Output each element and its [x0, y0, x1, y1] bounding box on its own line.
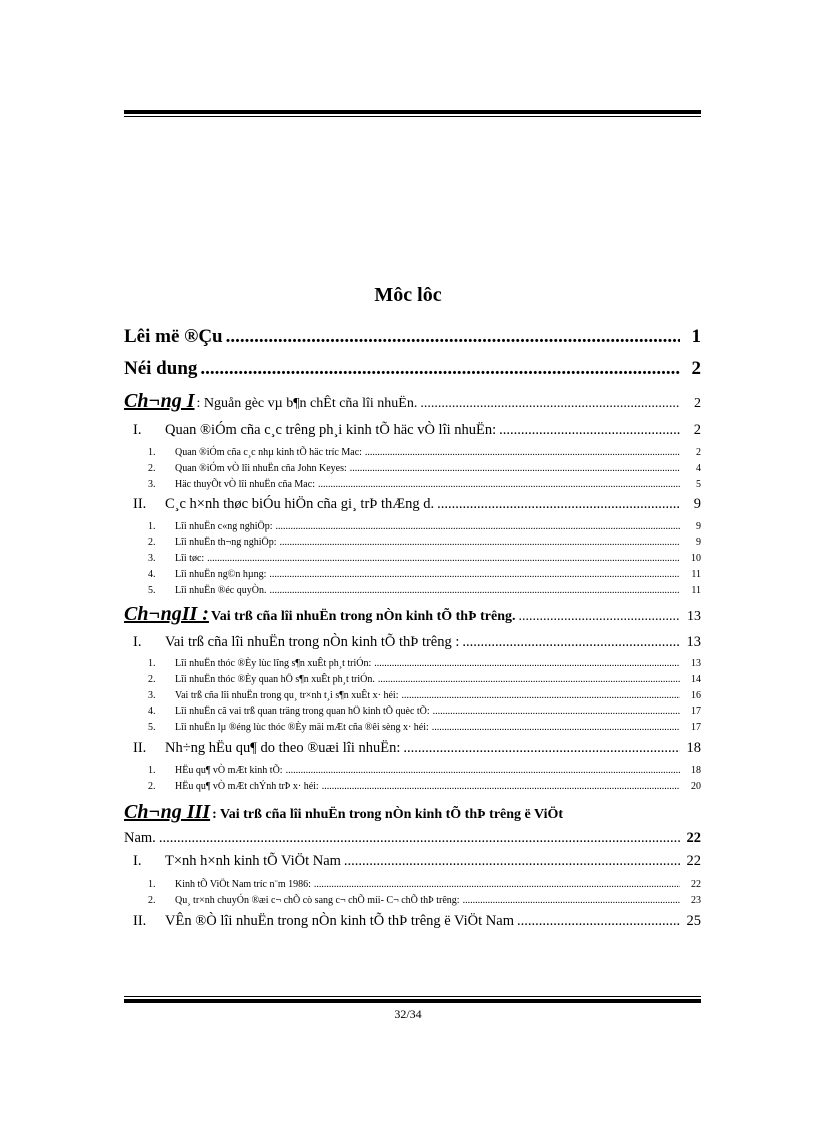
bottom-rule [124, 996, 701, 1003]
toc-section[interactable]: I. T×nh h×nh kinh tÕ ViÖt Nam ..... 22 [133, 853, 701, 870]
toc-item[interactable]: 1. Kinh tÕ ViÖt Nam tríc n¨m 1986: ..... 22 [148, 879, 701, 890]
toc-section[interactable]: II. VÊn ®Ò lîi nhuËn trong nÒn kinh tÕ thÞ trêng ë ViÖt Nam ..... 25 [133, 913, 701, 930]
top-rule [124, 110, 701, 117]
toc-item[interactable]: 2. Lîi nhuËn thóc ®Èy quan hÖ s¶n xuÊt ph¸t triÓn. ..... 14 [148, 674, 701, 685]
toc-section[interactable]: I. Vai trß cña lîi nhuËn trong nÒn kinh tÕ thÞ trêng : ..... 13 [133, 634, 701, 651]
toc-chapter-2[interactable]: Ch¬ngII : Vai trß cña lîi nhuËn trong nÒn kinh tÕ thÞ trêng. ..... 13 [124, 603, 701, 626]
toc-item[interactable]: 3. Lîi tøc: ..... 10 [148, 553, 701, 564]
toc-entry-content[interactable]: Néi dung ..... 2 [124, 358, 701, 380]
toc-item[interactable]: 4. Lîi nhuËn cã vai trß quan träng trong quan hÖ kinh tÕ quèc tÕ: ..... 17 [148, 706, 701, 717]
toc-entry-intro[interactable]: Lêi më ®Çu ..... 1 [124, 326, 701, 348]
toc-item[interactable]: 4. Lîi nhuËn ng©n hµng: ..... 11 [148, 569, 701, 580]
toc-item[interactable]: 1. HËu qu¶ vÒ mÆt kinh tÕ: ..... 18 [148, 765, 701, 776]
toc-item[interactable]: 3. Vai trß cña lîi nhuËn trong qu¸ tr×nh t¸i s¶n xuÊt x· héi: ..... 16 [148, 690, 701, 701]
toc-item[interactable]: 5. Lîi nhuËn ®éc quyÒn. ..... 11 [148, 585, 701, 596]
page-indicator: 32/34 [394, 1007, 422, 1021]
toc-section[interactable]: I. Quan ®iÓm cña c¸c trêng ph¸i kinh tÕ häc vÒ lîi nhuËn: ..... 2 [133, 422, 701, 439]
toc-chapter-1[interactable]: Ch¬ng I : Nguån gèc vµ b¶n chÊt cña lîi nhuËn. ..... 2 [124, 390, 701, 413]
toc-chapter-3-continued[interactable]: Nam. ..... 22 [124, 830, 701, 847]
toc-item[interactable]: 2. HËu qu¶ vÒ mÆt chÝnh trÞ x· héi: ..... 20 [148, 781, 701, 792]
toc-item[interactable]: 2. Quan ®iÓm vÒ lîi nhuËn cña John Keyes: ..... 4 [148, 463, 701, 474]
toc-item[interactable]: 2. Lîi nhuËn th¬ng nghiÖp: ..... 9 [148, 537, 701, 548]
toc-section[interactable]: II. C¸c h×nh thøc biÓu hiÖn cña gi¸ trÞ thÆng d. ..... 9 [133, 496, 701, 513]
toc-item[interactable]: 3. Häc thuyÕt vÒ lîi nhuËn cña Mac: ..... 5 [148, 479, 701, 490]
toc-item[interactable]: 2. Qu¸ tr×nh chuyÓn ®æi c¬ chÕ cò sang c¬ chÕ míi- C¬ chÕ thÞ trêng: ..... 23 [148, 895, 701, 906]
page-title: Môc lôc [374, 284, 442, 306]
toc-item[interactable]: 1. Lîi nhuËn thóc ®Èy lùc lîng s¶n xuÊt ph¸t triÓn: ..... 13 [148, 658, 701, 669]
toc-item[interactable]: 1. Quan ®iÓm cña c¸c nhµ kinh tÕ häc tríc Mac: ..... 2 [148, 447, 701, 458]
toc-item[interactable]: 5. Lîi nhuËn lµ ®éng lùc thóc ®Èy mäi mÆt cña ®êi sèng x· héi: ..... 17 [148, 722, 701, 733]
toc-chapter-3[interactable]: Ch¬ng III : Vai trß cña lîi nhuËn trong nÒn kinh tÕ thÞ trêng ë ViÖt [124, 801, 564, 823]
toc-section[interactable]: II. Nh÷ng hËu qu¶ do theo ®uæi lîi nhuËn: ..... 18 [133, 740, 701, 757]
toc-item[interactable]: 1. Lîi nhuËn c«ng nghiÖp: ..... 9 [148, 521, 701, 532]
